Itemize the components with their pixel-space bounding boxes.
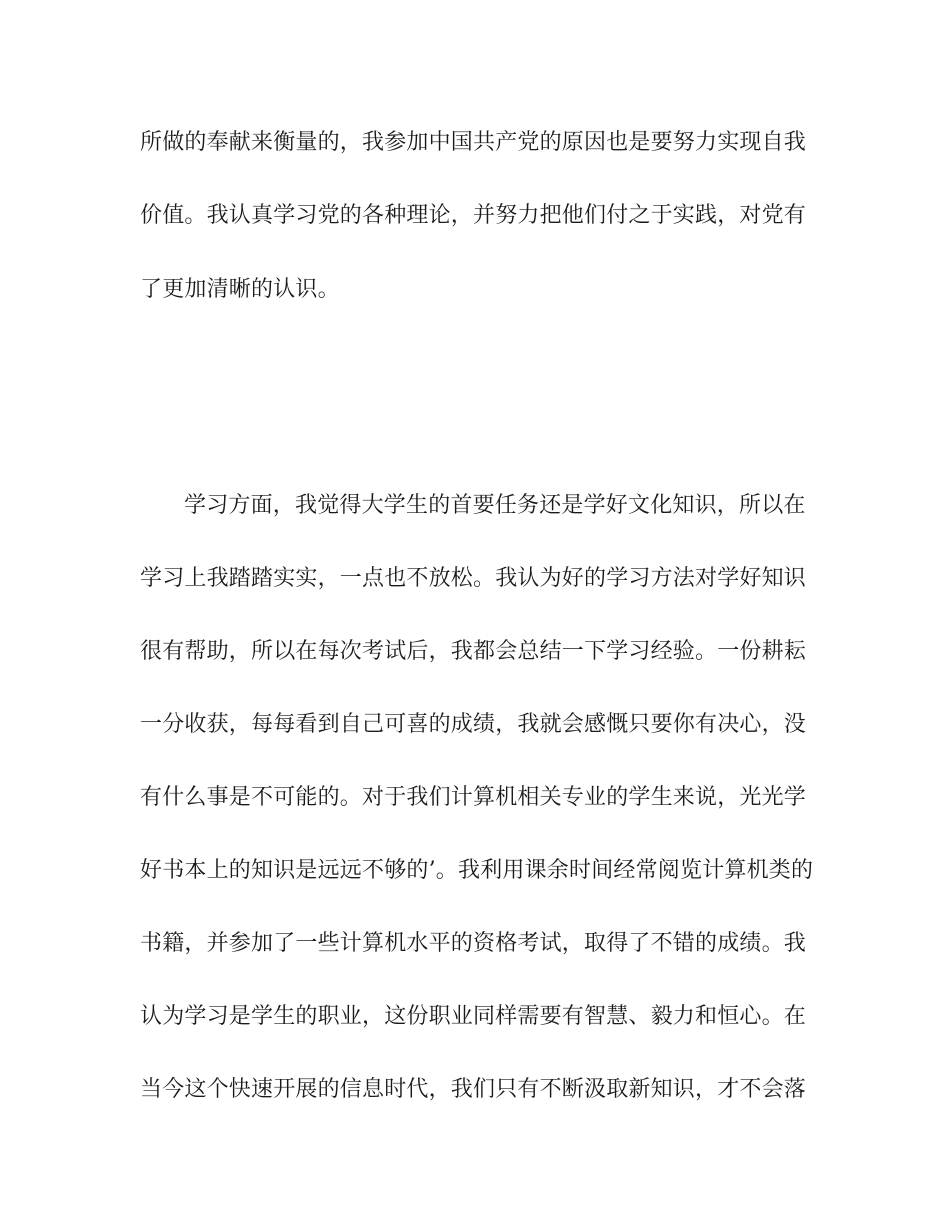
text-line: 书籍，并参加了一些计算机水平的资格考试，取得了不错的成绩。我: [140, 931, 807, 956]
text-line: 认为学习是学生的职业，这份职业同样需要有智慧、毅力和恒心。在: [140, 1004, 807, 1029]
text-line: 了更加清晰的认识。: [140, 277, 340, 302]
text-line: 当今这个快速开展的信息时代，我们只有不断汲取新知识，才不会落: [140, 1077, 807, 1102]
text-line: 学习方面，我觉得大学生的首要任务还是学好文化知识，所以在: [184, 493, 806, 518]
text-line: 一分收获，每每看到自己可喜的成绩，我就会感慨只要你有决心，没: [140, 712, 807, 737]
text-line: 好书本上的知识是远远不够的’。我利用课余时间经常阅览计算机类的: [140, 858, 814, 883]
text-line: 所做的奉献来衡量的，我参加中国共产党的原因也是要努力实现自我: [140, 130, 807, 155]
text-line: 很有帮助，所以在每次考试后，我都会总结一下学习经验。一份耕耘: [140, 639, 807, 664]
text-line: 学习上我踏踏实实，一点也不放松。我认为好的学习方法对学好知识: [140, 566, 807, 591]
text-line: 有什么事是不可能的。对于我们计算机相关专业的学生来说，光光学: [140, 785, 807, 810]
text-line: 价值。我认真学习党的各种理论，并努力把他们付之于实践，对党有: [140, 203, 807, 228]
